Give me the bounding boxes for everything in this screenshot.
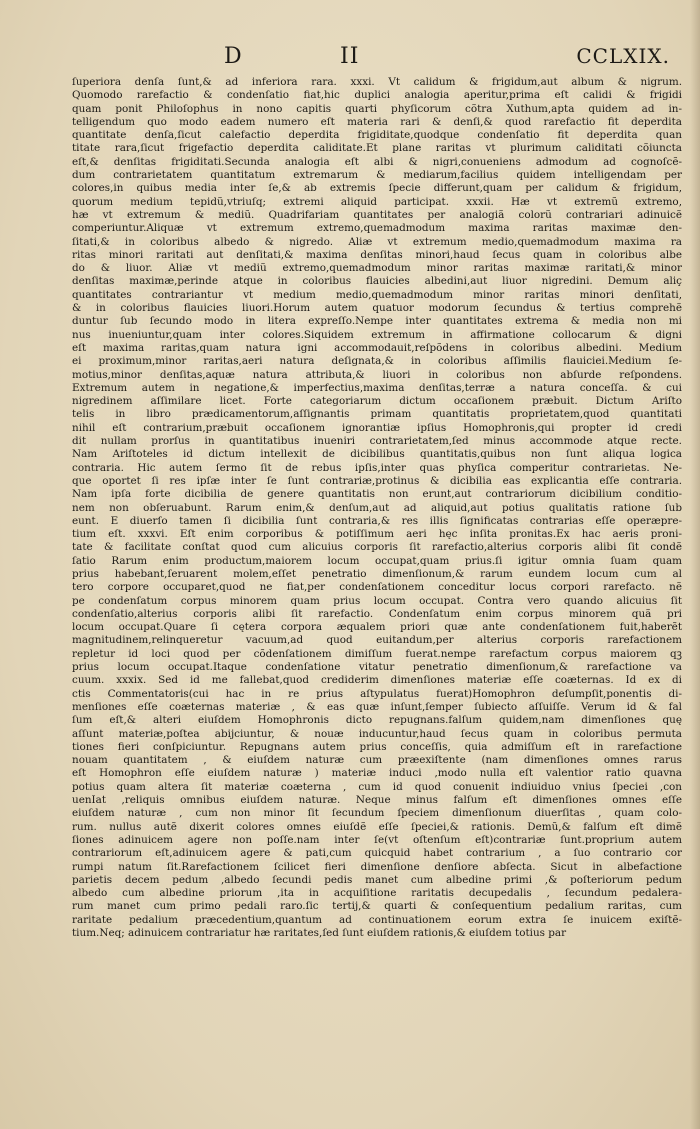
text-line: denſitas maximæ,perinde atque in coloribus flauicies albedini,aut liuor nigredini. Demum aliç [72,275,682,288]
page-edge-shadow [690,0,700,1129]
text-line: tiones fieri conſpiciuntur. Repugnans autem prius conceſſis, quia admiſſum eſt in rarefactione [72,740,682,753]
text-line: quantitate denſa,ſicut calefactio deperdita frigiditate,quodque condenſatio fit deperdita quan [72,129,682,142]
text-line: tate & facilitate conſtat quod cum alicuius corporis ſit rarefactio,alterius corporis alibi ſit condẽ [72,541,682,554]
text-line: telligendum quo modo eadem numero eſt materia rari & denſi,& quod rarefactio fit deperdita [72,115,682,128]
text-line: Extremum autem in negatione,& imperfectius,maxima denſitas,terræ a natura conceſſa. & cui [72,381,682,394]
text-line: dum contrarietatem quantitatum extremarum & mediarum,facilius quidem intelligendam per [72,169,682,182]
text-line: pe condenſatum corpus minorem quam prius locum occupat. Contra vero quando alicuius ſit [72,594,682,607]
text-line: tium eſt. xxxvi. Eſt enim corporibus & potiſſimum aeri hęc inſita pronitas.Ex hac aeris proni- [72,528,682,541]
text-line: nigredinem aſſimilare licet. Forte categoriarum dictum occaſionem præbuit. Dictum Ariſto [72,395,682,408]
body-text [72,76,682,940]
text-line: ſitati,& in coloribus albedo & nigredo. Aliæ vt extremum medio,quemadmodum maxima ra [72,235,682,248]
text-line: locum occupat.Quare ſi cętera corpora æqualem priori quæ ante condenſationem fuit,haberẽt [72,621,682,634]
text-line: nihil eſt contrarium,præbuit occaſionem ignorantiæ ipſius Homophronis,qui propter id credi [72,421,682,434]
text-line: albedo cum albedine priorum ,ita in acquiſitione raritatis decupedalis , ſecundum pedalera- [72,887,682,900]
text-line: comperiuntur.Aliquæ vt extremum extremo,quemadmodum maxima raritas maximæ den- [72,222,682,235]
text-line: raritate pedalium præcedentium,quantum ad continuationem eorum extra ſe inuicem exiſtẽ- [72,913,682,926]
text-line: contrariorum eſt,adinuicem agere & pati,cum quicquid habet contrarium , a ſuo contrario cor [72,847,682,860]
text-line: nus inueniuntur,quam inter colores.Siquidem extremum in affirmatione collocarum & digni [72,328,682,341]
text-line: aſſunt materiæ,poſtea abijciuntur, & nouæ inducuntur,haud ſecus quam in coloribus permuta [72,727,682,740]
text-line: tium.Neq; adinuicem contrariatur hæ raritates,ſed ſunt eiuſdem rationis,& eiuſdem totius par [72,927,567,939]
text-line: prius locum occupat.Itaque condenſatione vitatur penetratio dimenſionum,& rarefactione va [72,661,682,674]
text-line: Nam ipſa forte dicibilia de genere quantitatis non erunt,aut contrariorum dicibilium conditio- [72,488,682,501]
text-line: Nam Ariſtoteles id dictum intellexit de dicibilibus quantitatis,quibus non ſunt aliqua logica [72,448,682,461]
text-line: & in coloribus flauicies liuori.Horum autem quatuor modorum ſecundus & tertius comprehẽ [72,302,682,315]
text-line: hæ vt extremum & mediũ. Quadrifariam quantitates per analogiã colorũ contrariari adinuicẽ [72,208,682,221]
text-line: duntur ſub ſecundo modo in litera expreſſo.Nempe inter quantitates extrema & media non mi [72,315,682,328]
text-line: parietis decem pedum ,albedo ſecundi pedis manet cum albedine primi ,& poſteriorum pedum [72,873,682,886]
text-line: nouam quantitatem , & eiuſdem naturæ cum præexiſtente (nam dimenſiones omnes rarus [72,754,682,767]
text-line: eſt,& denſitas frigiditati.Secunda analogia eſt albi & nigri,conueniens admodum ad cognoſcẽ- [72,155,682,168]
text-line: quorum medium tepidũ,vtriuſq; extremi aliquid participat. xxxii. Hæ vt extremũ extremo, [72,195,682,208]
text-line: ſum eſt,& alteri eiuſdem Homophronis dicto repugnans.falſum quidem,nam dimenſiones quę [72,714,682,727]
text-line: ctis Commentatoris(cui hac in re prius aſtypulatus fuerat)Homophron deſumpſit,ponentis di- [72,687,682,700]
text-line: telis in libro prædicamentorum,aſſignantis primam quantitatis proprietatem,quod quantitati [72,408,682,421]
text-line: menſiones eſſe coæternas materiæ , & eas quæ inſunt,ſemper ſubiecto aſſuiſſe. Verum id & fal [72,700,682,713]
text-line: prius habebant,ſeruarent molem,eſſet penetratio dimenſionum,& rarum eundem locum cum al [72,567,682,580]
text-line: eſt maxima raritas,quam natura igni accommodauit,reſpõdens in coloribus albedini. Medium [72,341,682,354]
text-line: que oportet ſi res ipſæ inter ſe ſunt contrariæ,protinus & dicibilia eas explicantia eſſe contraria. [72,474,682,487]
text-line: do & liuor. Aliæ vt mediũ extremo,quemadmodum minor raritas maximæ raritati,& minor [72,262,682,275]
text-line: eunt. E diuerſo tamen ſi dicibilia ſunt contraria,& res illis ſignificatas contrarias eſſe operæpre- [72,514,682,527]
text-line: cuum. xxxix. Sed id me fallebat,quod crediderim dimenſiones materiæ eſſe coæternas. Id ex di [72,674,682,687]
text-line: ei proximum,minor raritas,aeri natura deſignata,& in coloribus aſſimilis flauiciei.Medium ſe- [72,355,682,368]
text-line: quantitates contrariantur vt medium medio,quemadmodum minor raritas minori denſitati, [72,288,682,301]
text-line: rum manet cum primo pedali raro.ſic tertij,& quarti & conſequentium pedalium raritas, cum [72,900,682,913]
text-line: colores,in quibus media inter ſe,& ab extremis ſpecie differunt,quam per calidum & frigidum, [72,182,682,195]
text-line: uenIat ,reliquis omnibus eiuſdem naturæ. Neque minus falſum eſt dimenſiones omnes eſſe [72,794,682,807]
text-line: tero corpore occuparet,quod ne fiat,per condenſationem conceditur locus corpori rarefacto. nẽ [72,581,682,594]
text-line: condenſatio,alterius corporis alibi ſit rarefactio. Condenſatum enim corpus minorem quã pri [72,607,682,620]
text-line: potius quam altera ſit materiæ coæterna , cum id quod conuenit indiuiduo vnius ſpeciei ,con [72,780,682,793]
text-line: ritas minori raritati aut denſitati,& maxima denſitas minori,haud ſecus quam in coloribus albe [72,248,682,261]
folio-number: CCLXIX. [576,44,670,68]
signature-mark: D [224,44,243,69]
running-header [70,44,680,72]
text-line: ſuperiora denſa ſunt,& ad inferiora rara. xxxi. Vt calidum & frigidum,aut album & nigrum. [72,76,682,88]
text-line: magnitudinem,relinqueretur vacuum,ad quod euitandum,per alterius corporis rarefactionem [72,634,682,647]
text-line: repletur id loci quod per cõdenſationem dimiſſum fuerat.nempe rarefactum corpus maiorem qꝫ [72,647,682,660]
text-line: Quomodo rarefactio & condenſatio fiat,hic duplici analogia aperitur,prima eſt calidi & frigidi [72,89,682,102]
text-line: ſatio Rarum enim productum,maiorem locum occupat,quam prius.ſi igitur omnia ſuam quam [72,554,682,567]
text-line: nem non obſeruabunt. Rarum enim,& denſum,aut ad aliquid,aut potius qualitatis ratione ſub [72,501,682,514]
signature-number: II [340,44,360,69]
text-line: eſt Homophron eſſe eiuſdem naturæ ) materiæ induci ,modo nulla eſt valentior ratio quavna [72,767,682,780]
text-line: quam ponit Philoſophus in nono capitis quarti phyſicorum cõtra Xuthum,apta quidem ad in- [72,102,682,115]
text-line: rum. nullus autẽ dixerit colores omnes eiuſdẽ eſſe ſpeciei,& rationis. Demũ,& falſum eſt dimẽ [72,820,682,833]
text-line: eiuſdem naturæ , cum non minor ſit ſecundum ſpeciem dimenſionum diuerſitas , quam colo- [72,807,682,820]
text-line: dit nullam prorſus in quantitatibus inueniri contrarietatem,ſed minus accommode atque recte. [72,435,682,448]
text-line: ſiones adinuicem agere non poſſe.nam inter ſe(vt oſtenſum eſt)contrariæ ſunt.proprium autem [72,833,682,846]
text-line: rumpi natum ſit.Rarefactionem ſcilicet fieri dimenſione denſiore abſecta. Sicut in albefactione [72,860,682,873]
text-line: contraria. Hic autem ſermo ſit de rebus ipſis,inter quas phyſica comperitur contrarietas. Ne- [72,461,682,474]
text-line: motius,minor denſitas,aquæ natura attributa,& liuori in coloribus non abſurde reſpondens. [72,368,682,381]
text-line: titate rara,ſicut frigefactio deperdita caliditate.Et plane raritas vt plurimum caliditati cõiuncta [72,142,682,155]
